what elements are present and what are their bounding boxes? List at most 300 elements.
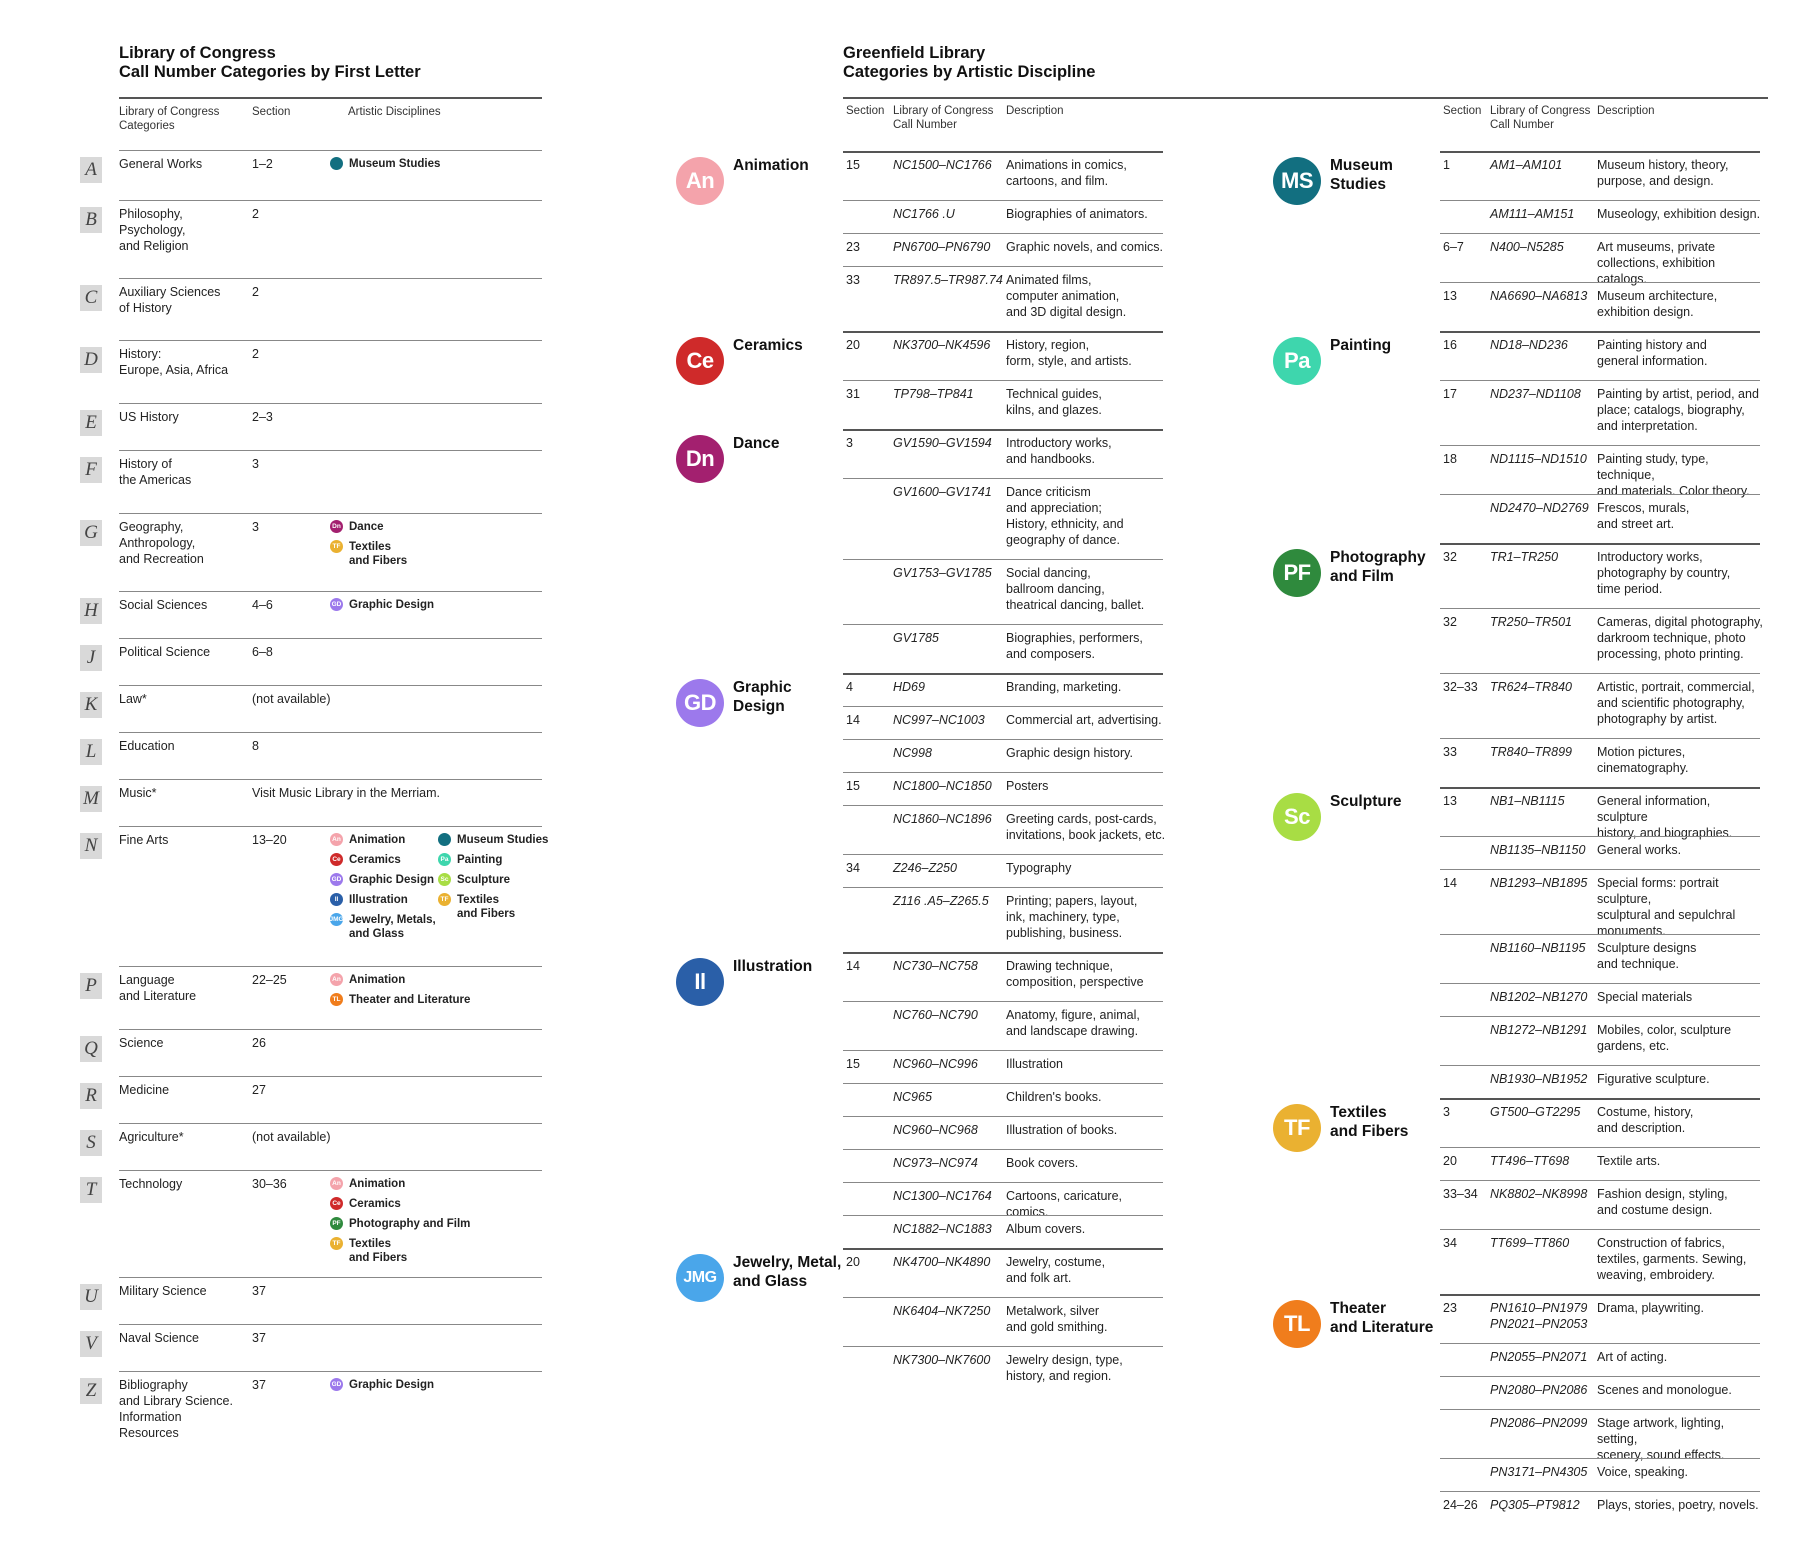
row-description: Posters [1006,779,1049,793]
row-divider [843,1346,1163,1347]
call-number-row [1443,1300,1763,1349]
discipline-tag-il [330,893,408,907]
row-description: General information, sculpture history, and biographies. [1597,794,1733,840]
category-name: Medicine [119,1083,170,1097]
row-divider [119,638,542,639]
row-divider [119,1277,542,1278]
row-call-number: NC730–NC758 [893,959,978,973]
row-call-number: NC965 [893,1090,932,1104]
row-divider [843,739,1163,740]
discipline-tag-an [330,973,405,987]
row-description: Book covers. [1006,1156,1079,1170]
call-number-row [846,239,1166,272]
row-description: Biographies of animators. [1006,207,1148,221]
row-divider [1440,200,1760,201]
row-call-number: TT496–TT698 [1490,1154,1570,1168]
row-call-number: ND237–ND1108 [1490,387,1581,401]
row-call-number: AM111–AM151 [1490,207,1575,221]
row-description: Cameras, digital photography, darkroom technique, photo processing, photo printing. [1597,615,1763,661]
discipline-dot-dn: Dn [330,520,343,533]
row-divider [1440,673,1760,674]
call-number-row [1443,614,1763,679]
right-header-section-2: Section [1443,105,1482,117]
discipline-badge-tl: TL [1273,1300,1321,1348]
letter-marker-Z: Z [80,1378,102,1404]
row-divider [119,685,542,686]
letter-marker-C: C [80,285,102,311]
call-number-row [1443,1104,1763,1153]
call-number-row [1443,337,1763,386]
row-divider [1440,1409,1760,1410]
row-call-number: TR1–TR250 [1490,550,1559,564]
row-call-number: NC998 [893,746,932,760]
category-section: 37 [252,1378,266,1392]
row-divider [1440,1229,1760,1230]
letter-marker-H: H [80,598,102,624]
row-section: 33–34 [1443,1187,1478,1201]
discipline-tag-tl [330,993,470,1007]
row-call-number: NC960–NC968 [893,1123,978,1137]
row-divider [1440,445,1760,446]
row-description: Museology, exhibition design. [1597,207,1761,221]
row-section: 31 [846,387,860,401]
row-call-number: NC1860–NC1896 [893,812,992,826]
row-call-number: NC997–NC1003 [893,713,985,727]
category-name: Bibliography and Library Science. Information Resources [119,1378,233,1440]
row-call-number: PN1610–PN1979 PN2021–PN2053 [1490,1301,1588,1331]
discipline-tag-label: Graphic Design [349,1379,434,1391]
call-number-row [846,1352,1166,1401]
row-call-number: NC1800–NC1850 [893,779,992,793]
discipline-tag-tf [438,893,515,921]
row-call-number: GV1590–GV1594 [893,436,992,450]
left-header-disciplines: Artistic Disciplines [348,106,441,118]
row-divider [843,380,1163,381]
category-name: History of the Americas [119,457,192,487]
category-section: 22–25 [252,973,287,987]
call-number-row [1443,451,1763,500]
letter-marker-J: J [80,645,102,671]
right-title: Greenfield Library Categories by Artistic Discipline [843,44,1096,81]
letter-marker-M: M [80,786,102,812]
row-description: Graphic design history. [1006,746,1133,760]
row-call-number: GV1753–GV1785 [893,566,992,580]
right-header-call-1: Library of Congress Call Number [893,105,994,131]
row-call-number: ND18–ND236 [1490,338,1568,352]
discipline-tag-pa [438,853,502,867]
letter-marker-R: R [80,1083,102,1109]
group-rule [843,429,1163,431]
discipline-tag-gd [330,873,434,887]
category-section: 2–3 [252,410,273,424]
row-divider [119,450,542,451]
call-number-row [1443,239,1763,288]
letter-marker-T: T [80,1177,102,1203]
row-call-number: NB1930–NB1952 [1490,1072,1588,1086]
call-number-row [1443,1022,1763,1071]
row-description: Textile arts. [1597,1154,1661,1168]
right-header-desc-2: Description [1597,105,1655,117]
call-number-row [846,1056,1166,1089]
call-number-row [1443,989,1763,1022]
call-number-row [1443,1235,1763,1300]
row-divider [1440,1491,1760,1492]
discipline-tag-gd [330,1378,434,1392]
row-divider [843,1182,1163,1183]
row-section: 14 [846,959,860,973]
call-number-row [846,1188,1166,1221]
row-description: Voice, speaking. [1597,1465,1689,1479]
row-divider [843,1116,1163,1117]
row-description: Stage artwork, lighting, setting, scenery, sound effects. [1597,1416,1725,1462]
discipline-badge-jmg: JMG [676,1254,724,1302]
row-description: Art of acting. [1597,1350,1668,1364]
row-description: Jewelry design, type, history, and region. [1006,1353,1123,1383]
discipline-tag-label: Graphic Design [349,874,434,886]
discipline-dot-gd: GD [330,598,343,611]
row-description: Anatomy, figure, animal, and landscape drawing. [1006,1008,1140,1038]
row-section: 4 [846,680,853,694]
call-number-row [846,484,1166,565]
discipline-tag-an [330,1177,405,1191]
row-divider [843,772,1163,773]
row-divider [843,1050,1163,1051]
discipline-badge-tf: TF [1273,1104,1321,1152]
discipline-tag-ce [330,853,401,867]
row-call-number: NC1300–NC1764 [893,1189,992,1203]
call-number-row [1443,386,1763,451]
discipline-tag-label: Museum Studies [457,834,549,846]
discipline-tag-ce [330,1197,401,1211]
discipline-dot-ms [438,833,451,846]
row-section: 13 [1443,794,1457,808]
discipline-dot-an: An [330,1177,343,1190]
category-section: 2 [252,285,259,299]
row-description: Branding, marketing. [1006,680,1122,694]
group-rule [1440,1294,1760,1296]
row-description: Cartoons, caricature, comics. [1006,1189,1123,1219]
category-section: 3 [252,520,259,534]
discipline-dot-ce: Ce [330,1197,343,1210]
letter-marker-B: B [80,207,102,233]
discipline-dot-an: An [330,973,343,986]
call-number-row [1443,288,1763,337]
category-name: Social Sciences [119,598,208,612]
call-number-row [846,386,1166,435]
row-section: 34 [846,861,860,875]
row-description: Plays, stories, poetry, novels. [1597,1498,1759,1512]
category-section: 26 [252,1036,266,1050]
call-number-row [1443,793,1763,842]
letter-marker-S: S [80,1130,102,1156]
row-call-number: NC1882–NC1883 [893,1222,992,1236]
call-number-row [846,630,1166,679]
row-description: Artistic, portrait, commercial, and scientific photography, photography by artist. [1597,680,1755,726]
discipline-tag-label: Theater and Literature [349,994,471,1006]
call-number-row [1443,1153,1763,1186]
row-section: 20 [846,338,860,352]
right-header-call-2: Library of Congress Call Number [1490,105,1591,131]
row-section: 15 [846,779,860,793]
row-divider [1440,233,1760,234]
row-call-number: PN2086–PN2099 [1490,1416,1588,1430]
group-rule [843,331,1163,333]
row-description: Sculpture designs and technique. [1597,941,1697,971]
discipline-tag-label: Jewelry, Metals, and Glass [349,914,436,940]
row-divider [1440,983,1760,984]
call-number-row [1443,500,1763,549]
row-description: Frescos, murals, and street art. [1597,501,1690,531]
discipline-tag-gd [330,598,434,612]
row-section: 15 [846,1057,860,1071]
row-call-number: PN6700–PN6790 [893,240,991,254]
letter-marker-G: G [80,520,102,546]
category-section: 37 [252,1331,266,1345]
row-divider [1440,1376,1760,1377]
group-rule [1440,543,1760,545]
row-description: Mobiles, color, sculpture gardens, etc. [1597,1023,1732,1053]
discipline-badge-il: Il [676,958,724,1006]
category-name: History: Europe, Asia, Africa [119,347,229,377]
row-divider [843,706,1163,707]
row-call-number: NC760–NC790 [893,1008,978,1022]
row-call-number: TT699–TT860 [1490,1236,1570,1250]
group-rule [843,952,1163,954]
row-divider [1440,282,1760,283]
call-number-row [846,435,1166,484]
category-name: Language and Literature [119,973,197,1003]
row-call-number: NK4700–NK4890 [893,1255,991,1269]
discipline-dot-ce: Ce [330,853,343,866]
row-description: Costume, history, and description. [1597,1105,1694,1135]
discipline-tag-label: Illustration [349,894,408,906]
row-description: Special materials [1597,990,1693,1004]
row-description: Drama, playwriting. [1597,1301,1704,1315]
row-call-number: GT500–GT2295 [1490,1105,1581,1119]
row-description: Biographies, performers, and composers. [1006,631,1143,661]
discipline-name: Graphic Design [733,679,792,715]
row-description: Special forms: portrait sculpture, sculptural and sepulchral monuments. [1597,876,1736,938]
discipline-badge-pa: Pa [1273,337,1321,385]
row-call-number: GV1785 [893,631,939,645]
row-call-number: TR840–TR899 [1490,745,1572,759]
discipline-badge-ms: MS [1273,157,1321,205]
call-number-row [846,157,1166,206]
letter-marker-N: N [80,833,102,859]
right-header-desc-1: Description [1006,105,1064,117]
group-rule [1440,1098,1760,1100]
right-header-section-1: Section [846,105,885,117]
row-section: 32 [1443,550,1457,564]
call-number-row [846,958,1166,1007]
call-number-row [1443,1497,1763,1530]
category-section: 6–8 [252,645,273,659]
row-call-number: TP798–TP841 [893,387,974,401]
row-description: Dance criticism and appreciation; History, ethnicity, and geography of dance. [1006,485,1124,547]
row-call-number: NC973–NC974 [893,1156,978,1170]
call-number-row [1443,1186,1763,1235]
category-name: Naval Science [119,1331,199,1345]
row-call-number: NB1160–NB1195 [1490,941,1586,955]
discipline-tag-label: Sculpture [457,874,511,886]
category-section: 1–2 [252,157,273,171]
row-divider [843,1083,1163,1084]
row-divider [119,1123,542,1124]
row-call-number: HD69 [893,680,925,694]
call-number-row [846,811,1166,860]
call-number-row [1443,1349,1763,1382]
discipline-tag-jmg [330,913,436,941]
discipline-tag-label: Textiles and Fibers [457,894,516,920]
row-call-number: NB1–NB1115 [1490,794,1565,808]
row-divider [1440,934,1760,935]
discipline-dot-gd: GD [330,1378,343,1391]
row-call-number: TR250–TR501 [1490,615,1572,629]
call-number-row [1443,940,1763,989]
call-number-row [846,679,1166,712]
letter-marker-K: K [80,692,102,718]
discipline-badge-ce: Ce [676,337,724,385]
row-divider [843,266,1163,267]
discipline-tag-sc [438,873,510,887]
call-number-row [846,337,1166,386]
discipline-tag-label: Graphic Design [349,599,434,611]
category-section: 13–20 [252,833,287,847]
discipline-tag-ms [330,157,440,171]
row-section: 3 [846,436,853,450]
row-divider [119,591,542,592]
call-number-row [846,1122,1166,1155]
row-section: 3 [1443,1105,1450,1119]
category-section: 8 [252,739,259,753]
discipline-dot-sc: Sc [438,873,451,886]
row-section: 32–33 [1443,680,1478,694]
row-divider [119,1076,542,1077]
letter-marker-Q: Q [80,1036,102,1062]
row-divider [843,1297,1163,1298]
row-description: Museum history, theory, purpose, and design. [1597,158,1729,188]
discipline-tag-label: Museum Studies [349,158,441,170]
category-section: (not available) [252,692,331,706]
category-section: 3 [252,457,259,471]
category-name: Fine Arts [119,833,169,847]
row-call-number: Z246–Z250 [893,861,957,875]
group-rule [843,673,1163,675]
row-call-number: NC1766 .U [893,207,955,221]
left-header-rule [119,150,542,151]
row-description: Scenes and monologue. [1597,1383,1732,1397]
call-number-row [1443,206,1763,239]
discipline-name: Ceramics [733,337,803,354]
row-divider [1440,1065,1760,1066]
row-call-number: NC1500–NC1766 [893,158,992,172]
row-call-number: ND2470–ND2769 [1490,501,1589,515]
row-divider [843,854,1163,855]
discipline-badge-gd: GD [676,679,724,727]
discipline-badge-an: An [676,157,724,205]
row-call-number: Z116 .A5–Z265.5 [893,894,989,908]
call-number-row [846,1254,1166,1303]
discipline-tag-pf [330,1217,470,1231]
call-number-row [1443,842,1763,875]
discipline-dot-an: An [330,833,343,846]
discipline-name: Jewelry, Metal, and Glass [733,1254,842,1290]
discipline-badge-dn: Dn [676,435,724,483]
row-divider [1440,494,1760,495]
row-section: 32 [1443,615,1457,629]
letter-marker-P: P [80,973,102,999]
row-section: 15 [846,158,860,172]
row-divider [843,624,1163,625]
letter-marker-A: A [80,157,102,183]
row-call-number: AM1–AM101 [1490,158,1563,172]
category-name: Law* [119,692,147,706]
call-number-row [1443,1464,1763,1497]
row-description: Fashion design, styling, and costume design. [1597,1187,1728,1217]
category-name: Military Science [119,1284,207,1298]
row-divider [119,732,542,733]
discipline-tag-label: Textiles and Fibers [349,1238,408,1264]
discipline-tag-label: Photography and Film [349,1218,471,1230]
row-divider [1440,836,1760,837]
discipline-dot-tf: TF [438,893,451,906]
call-number-row [1443,1382,1763,1415]
row-section: 20 [1443,1154,1457,1168]
category-name: Music* [119,786,157,800]
row-call-number: NB1293–NB1895 [1490,876,1588,890]
discipline-dot-gd: GD [330,873,343,886]
call-number-row [846,1007,1166,1056]
row-divider [843,805,1163,806]
row-divider [119,779,542,780]
row-section: 24–26 [1443,1498,1478,1512]
row-divider [843,1149,1163,1150]
discipline-dot-tf: TF [330,1237,343,1250]
call-number-row [846,272,1166,337]
row-section: 13 [1443,289,1457,303]
row-section: 23 [846,240,860,254]
row-description: Introductory works, photography by country, time period. [1597,550,1731,596]
left-title: Library of Congress Call Number Categories by First Letter [119,44,421,81]
discipline-tag-label: Animation [349,834,406,846]
row-divider [119,1029,542,1030]
row-description: Painting by artist, period, and place; catalogs, biography, and interpretation. [1597,387,1759,433]
category-name: Technology [119,1177,183,1191]
row-call-number: ND1115–ND1510 [1490,452,1587,466]
group-rule [843,151,1163,153]
call-number-row [846,712,1166,745]
row-divider [843,559,1163,560]
row-description: Construction of fabrics, textiles, garments. Sewing, weaving, embroidery. [1597,1236,1747,1282]
row-divider [843,1001,1163,1002]
discipline-tag-tf [330,1237,407,1265]
row-call-number: PQ305–PT9812 [1490,1498,1580,1512]
discipline-dot-pf: PF [330,1217,343,1230]
discipline-tag-label: Ceramics [349,1198,401,1210]
row-divider [119,1324,542,1325]
row-description: Social dancing, ballroom dancing, theatrical dancing, ballet. [1006,566,1145,612]
discipline-tag-label: Textiles and Fibers [349,541,408,567]
group-rule [1440,787,1760,789]
discipline-name: Museum Studies [1330,157,1393,193]
call-number-row [846,860,1166,893]
row-description: Introductory works, and handbooks. [1006,436,1112,466]
row-description: Technical guides, kilns, and glazes. [1006,387,1102,417]
row-call-number: PN2055–PN2071 [1490,1350,1588,1364]
category-section: Visit Music Library in the Merriam. [252,786,441,800]
category-section: 37 [252,1284,266,1298]
discipline-dot-tf: TF [330,540,343,553]
